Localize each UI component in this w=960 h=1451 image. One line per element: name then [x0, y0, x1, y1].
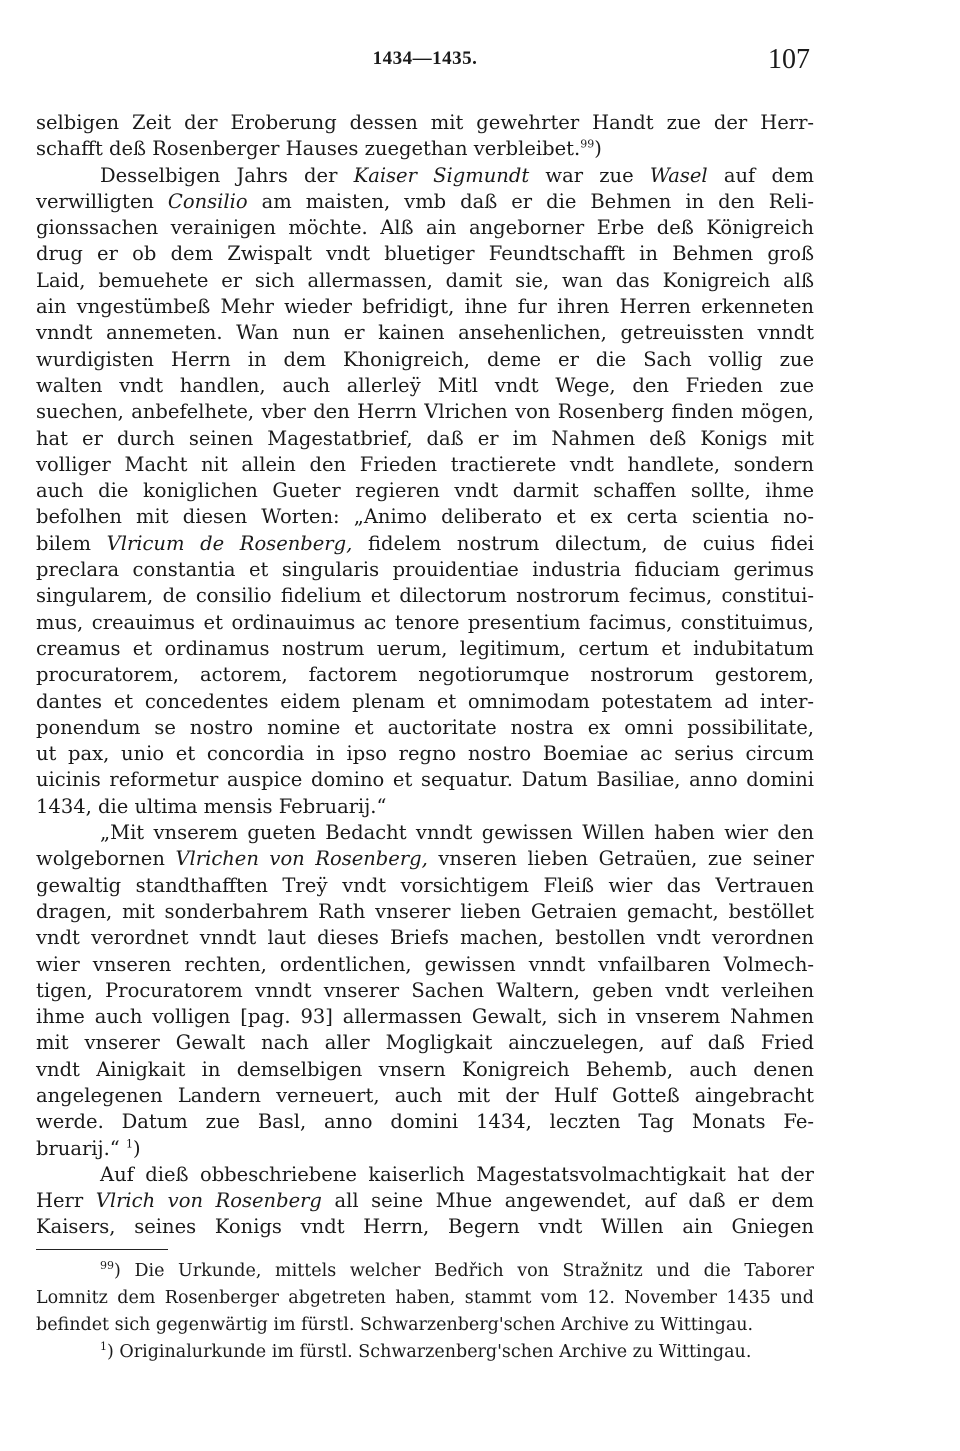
text-run: walten vndt handlen, auch allerleӱ Mitl vndt Wege, den Frieden zue — [36, 373, 814, 397]
text-run: 1434, die ultima mensis Februarij.“ — [36, 794, 387, 818]
text-line — [36, 426, 814, 452]
text-line — [36, 1004, 814, 1030]
text-run: Auf dieß obbeschriebene kaiserlich Magestatsvolmachtigkait hat der — [100, 1162, 814, 1186]
text-line — [36, 873, 814, 899]
text-run: Desselbigen Jahrs der — [100, 163, 354, 187]
text-run: befolhen mit diesen Worten: „Animo deliberato et ex certa scientia no- — [36, 505, 814, 529]
footnote-marker: 1 — [100, 1340, 107, 1354]
text-run: wolgebornen — [36, 847, 176, 871]
text-line — [36, 504, 814, 530]
text-run: befindet sich gegenwärtig im fürstl. Schwarzenberg'schen Archive zu Wittingau. — [36, 1315, 754, 1335]
text-run: selbigen Zeit der Eroberung dessen mit gewehrter Handt zue der Herr- — [36, 111, 814, 134]
text-line — [36, 662, 814, 688]
text-line — [36, 136, 814, 162]
footnote-line — [36, 1339, 814, 1366]
text-line — [36, 268, 814, 294]
text-run: ain vngestümbeß Mehr wieder befridigt, ihne fur ihren Herren erkenneten — [36, 295, 814, 319]
text-line — [36, 163, 814, 189]
italic-name: Kaiser Sigmundt — [353, 163, 530, 187]
text-line — [36, 689, 814, 715]
italic-name: Vlrichen von Rosenberg, — [175, 847, 428, 871]
text-run: tigen, Procuratorem vnndt vnserer Sachen Waltern, geben vndt verleihen — [36, 978, 814, 1002]
page-number: 107 — [768, 44, 810, 75]
text-run: dantes et concedentes eidem plenam et omnimodam potestatem ad inter- — [36, 689, 814, 713]
text-line — [36, 846, 814, 872]
text-run: all seine Mhue angewendet, auf daß er dem — [321, 1189, 814, 1213]
text-run: ) — [132, 1136, 141, 1160]
page-header — [36, 44, 814, 80]
text-line — [36, 452, 814, 478]
text-run: „Mit vnserem gueten Bedacht vnndt gewissen Willen haben wier den — [100, 821, 814, 845]
text-line — [36, 583, 814, 609]
text-run: war zue — [529, 163, 650, 187]
text-line — [36, 1162, 814, 1188]
text-run: preclara constantia et singularis prouidentiae industria fiduciam gerimus — [36, 558, 814, 582]
text-run: bruarij.“ — [36, 1136, 126, 1160]
text-run: werde. Datum zue Basl, anno domini 1434, leczten Tag Monats Fe- — [36, 1110, 814, 1134]
text-run: vnseren lieben Getraüen, zue seiner — [427, 847, 814, 871]
text-run: wier vnseren rechten, ordentlichen, gewissen vnndt vnfailbaren Volmech- — [36, 952, 814, 976]
text-line — [36, 1214, 814, 1240]
text-run: mit vnserer Gewalt nach aller Mogligkait ainczuelegen, auf daß Fried — [36, 1031, 814, 1055]
text-run: vndt verordnet vnndt laut dieses Briefs machen, bestollen vndt verordnen — [36, 926, 814, 950]
text-run: volliger Macht nit allein den Frieden tractierete vndt handlete, sondern — [36, 452, 814, 476]
footnote-reference: 99 — [580, 137, 595, 151]
text-line — [36, 557, 814, 583]
text-line — [36, 399, 814, 425]
italic-name: Vlricum de Rosenberg, — [106, 531, 353, 555]
text-line — [36, 925, 814, 951]
text-run: ut pax, unio et concordia in ipso regno nostro Boemiae ac serius circum — [36, 742, 814, 766]
text-line — [36, 1136, 814, 1162]
text-run: ihme auch volligen [pag. 93] allermassen Gewalt, sich in vnserem Nahmen — [36, 1005, 814, 1029]
italic-name: Consilio — [167, 189, 248, 213]
text-line — [36, 531, 814, 557]
text-line — [36, 952, 814, 978]
text-line — [36, 478, 814, 504]
text-run: verwilligten — [36, 189, 168, 213]
text-line — [36, 610, 814, 636]
text-run: creamus et ordinamus nostrum uerum, legitimum, certum et indubitatum — [36, 636, 814, 660]
footnote-line — [36, 1312, 814, 1339]
text-run: dragen, mit sonderbahrem Rath vnserer lieben Getraien gemacht, bestöllet — [36, 899, 814, 923]
text-run: ) Originalurkunde im fürstl. Schwarzenberg'schen Archive zu Wittingau. — [107, 1342, 752, 1362]
text-line — [36, 1109, 814, 1135]
body-text — [36, 110, 814, 1241]
footnote-line — [36, 1285, 814, 1312]
text-run: am maisten, vmb daß er die Behmen in den Reli- — [247, 189, 814, 213]
text-line — [36, 978, 814, 1004]
text-run: schafft deß Rosenberger Hauses zuegethan verbleibet. — [36, 137, 581, 161]
text-run: uicinis reformetur auspice domino et sequatur. Datum Basiliae, anno domini — [36, 768, 814, 792]
text-run: vndt Ainigkait in demselbigen vnsern Konigreich Behemb, auch denen — [36, 1057, 814, 1081]
text-line — [36, 820, 814, 846]
text-line — [36, 294, 814, 320]
text-line — [36, 110, 814, 136]
text-run: Laid, bemuehete er sich allermassen, damit sie, wan das Konigreich alß — [36, 268, 814, 292]
running-head: 1434—1435. — [372, 48, 478, 69]
footnote-marker: 99 — [100, 1259, 114, 1273]
text-run: ponendum se nostro nomine et auctoritate nostra ex omni possibilitate, — [36, 715, 814, 739]
text-line — [36, 1083, 814, 1109]
text-line — [36, 241, 814, 267]
text-run: angelegenen Landern verneuert, auch mit der Hulf Gotteß aingebracht — [36, 1083, 814, 1107]
text-line — [36, 215, 814, 241]
text-run: drug er ob dem Zwispalt vndt bluetiger Feundtschafft in Behmen groß — [36, 242, 814, 266]
text-line — [36, 715, 814, 741]
text-line — [36, 636, 814, 662]
text-line — [36, 373, 814, 399]
text-run: vnndt annemeten. Wan nun er kainen ansehenlichen, getreuissten vnndt — [36, 321, 814, 345]
footnote-line — [36, 1258, 814, 1285]
text-run: singularem, de consilio fidelium et dilectorum nostrorum fecimus, constitui- — [36, 584, 814, 608]
italic-name: Vlrich von Rosenberg — [95, 1189, 322, 1213]
text-line — [36, 1188, 814, 1214]
text-line — [36, 320, 814, 346]
text-run: Lomnitz dem Rosenberger abgetreten haben, stammt vom 12. November 1435 und — [36, 1288, 814, 1308]
text-run: Herr — [36, 1189, 96, 1213]
text-run: fidelem nostrum dilectum, de cuius fidei — [352, 531, 815, 555]
text-run: mus, creauimus et ordinauimus ac tenore presentium facimus, constituimus, — [36, 610, 814, 634]
footnote-reference: 1 — [125, 1137, 133, 1151]
footnotes — [36, 1258, 814, 1366]
text-line — [36, 899, 814, 925]
text-run: ) — [594, 137, 602, 161]
text-run: ) Die Urkunde, mittels welcher Bedřich von Stražnitz und die Taborer — [114, 1261, 814, 1281]
footnote-separator — [36, 1249, 168, 1250]
text-run: gionssachen verainigen möchte. Alß ain angeborner Erbe deß Königreich — [36, 216, 814, 240]
text-run: procuratorem, actorem, factorem negotiorumque nostrorum gestorem, — [36, 663, 814, 687]
text-line — [36, 794, 814, 820]
text-run: wurdigisten Herrn in dem Khonigreich, deme er die Sach vollig zue — [36, 347, 814, 371]
italic-name: Wasel — [649, 163, 708, 187]
text-line — [36, 767, 814, 793]
text-run: auf dem — [707, 163, 814, 187]
text-run: hat er durch seinen Magestatbrief, daß er im Nahmen deß Konigs mit — [36, 426, 814, 450]
text-run: auch die koniglichen Gueter regieren vndt darmit schaffen sollte, ihme — [36, 479, 814, 503]
text-run: suechen, anbefelhete, vber den Herrn Vlrichen von Rosenberg finden mögen, — [36, 400, 814, 424]
text-line — [36, 189, 814, 215]
text-run: Kaisers, seines Konigs vndt Herrn, Begern vndt Willen ain Gniegen — [36, 1215, 814, 1239]
text-line — [36, 741, 814, 767]
text-line — [36, 1030, 814, 1056]
text-line — [36, 347, 814, 373]
text-run: bilem — [36, 531, 107, 555]
text-run: gewaltig standthafften Treӱ vndt vorsichtigem Fleiß wier das Vertrauen — [36, 873, 814, 897]
text-line — [36, 1057, 814, 1083]
